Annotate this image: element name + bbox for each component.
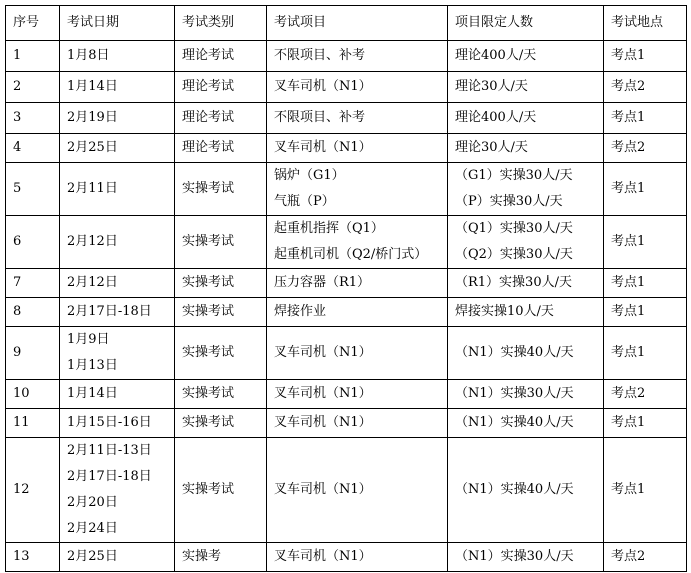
cell-item-line: 叉车司机（N1） <box>274 345 372 360</box>
table-row <box>6 216 687 269</box>
cell-item-line: 叉车司机（N1） <box>274 549 372 564</box>
cell-date-line: 1月14日 <box>67 386 118 401</box>
table-row <box>6 103 687 134</box>
cell-no: 2 <box>6 72 60 103</box>
cell-limit <box>448 438 604 543</box>
cell-category: 理论考试 <box>175 103 267 134</box>
cell-date <box>60 298 175 327</box>
header-no: 序号 <box>6 6 60 41</box>
cell-no: 7 <box>6 269 60 298</box>
cell-item-line: 压力容器（R1） <box>274 275 371 290</box>
cell-limit-line: 理论30人/天 <box>455 140 528 155</box>
cell-item-line: 不限项目、补考 <box>274 110 366 125</box>
header-row <box>6 6 687 41</box>
header-limit: 项目限定人数 <box>448 6 604 41</box>
cell-date-line: 2月17日-18日 <box>67 304 152 319</box>
cell-no: 11 <box>6 409 60 438</box>
cell-date <box>60 409 175 438</box>
cell-item <box>267 380 448 409</box>
cell-date-line: 2月25日 <box>67 549 118 564</box>
table-body <box>6 6 687 572</box>
cell-date <box>60 41 175 72</box>
cell-limit-line: （N1）实操30人/天 <box>455 386 574 401</box>
cell-date <box>60 438 175 543</box>
cell-date <box>60 269 175 298</box>
cell-date-line: 2月19日 <box>67 110 118 125</box>
header-category: 考试类别 <box>175 6 267 41</box>
cell-date-line: 1月13日 <box>67 358 118 373</box>
exam-schedule-table <box>5 5 687 572</box>
cell-site: 考点1 <box>604 269 687 298</box>
cell-no: 4 <box>6 134 60 163</box>
cell-category: 理论考试 <box>175 72 267 103</box>
cell-item-line: 焊接作业 <box>274 304 327 319</box>
cell-date <box>60 543 175 572</box>
cell-no: 13 <box>6 543 60 572</box>
table-row <box>6 134 687 163</box>
cell-item-line: 叉车司机（N1） <box>274 79 372 94</box>
cell-item-line: 起重机司机（Q2/桥门式） <box>274 247 428 262</box>
cell-date-line: 2月12日 <box>67 275 118 290</box>
cell-limit-line: （Q1）实操30人/天 <box>455 221 573 236</box>
cell-limit <box>448 41 604 72</box>
cell-date <box>60 103 175 134</box>
table-row <box>6 269 687 298</box>
cell-date-line: 2月25日 <box>67 140 118 155</box>
cell-no: 3 <box>6 103 60 134</box>
cell-date-line: 2月11日-13日 <box>67 443 152 458</box>
cell-limit-line: （Q2）实操30人/天 <box>455 247 573 262</box>
cell-site: 考点1 <box>604 327 687 380</box>
cell-limit-line: （N1）实操40人/天 <box>455 345 574 360</box>
header-date: 考试日期 <box>60 6 175 41</box>
table-row <box>6 409 687 438</box>
cell-item-line: 起重机指挥（Q1） <box>274 221 384 236</box>
cell-item <box>267 409 448 438</box>
cell-item-line: 叉车司机（N1） <box>274 482 372 497</box>
cell-limit <box>448 216 604 269</box>
cell-limit <box>448 134 604 163</box>
cell-limit-line: 焊接实操10人/天 <box>455 304 554 319</box>
table-row <box>6 163 687 216</box>
header-item: 考试项目 <box>267 6 448 41</box>
cell-site: 考点1 <box>604 216 687 269</box>
cell-date-line: 2月11日 <box>67 181 118 196</box>
cell-no: 6 <box>6 216 60 269</box>
cell-no: 10 <box>6 380 60 409</box>
table-row <box>6 380 687 409</box>
cell-date-line: 2月17日-18日 <box>67 469 152 484</box>
cell-limit-line: 理论30人/天 <box>455 79 528 94</box>
cell-item <box>267 298 448 327</box>
cell-category: 理论考试 <box>175 134 267 163</box>
table-row <box>6 438 687 543</box>
cell-limit-line: 理论400人/天 <box>455 48 537 63</box>
cell-site: 考点1 <box>604 41 687 72</box>
cell-date <box>60 72 175 103</box>
cell-category: 实操考试 <box>175 327 267 380</box>
cell-date-line: 2月24日 <box>67 521 118 536</box>
cell-item-line: 叉车司机（N1） <box>274 415 372 430</box>
table-row <box>6 72 687 103</box>
cell-site: 考点1 <box>604 103 687 134</box>
cell-limit-line: （P）实操30人/天 <box>455 194 563 209</box>
cell-limit-line: （N1）实操40人/天 <box>455 482 574 497</box>
cell-limit <box>448 103 604 134</box>
cell-no: 1 <box>6 41 60 72</box>
cell-date-line: 1月15日-16日 <box>67 415 152 430</box>
cell-limit-line: 理论400人/天 <box>455 110 537 125</box>
cell-category: 实操考试 <box>175 163 267 216</box>
cell-date <box>60 134 175 163</box>
cell-limit-line: （R1）实操30人/天 <box>455 275 572 290</box>
table-row <box>6 298 687 327</box>
cell-item-line: 气瓶（P） <box>274 194 335 209</box>
cell-item <box>267 216 448 269</box>
cell-site: 考点2 <box>604 543 687 572</box>
cell-item <box>267 438 448 543</box>
cell-limit-line: （N1）实操30人/天 <box>455 549 574 564</box>
cell-date-line: 1月14日 <box>67 79 118 94</box>
header-site: 考试地点 <box>604 6 687 41</box>
cell-site: 考点2 <box>604 72 687 103</box>
table-row <box>6 41 687 72</box>
cell-item-line: 锅炉（G1） <box>274 168 345 183</box>
cell-category: 实操考试 <box>175 216 267 269</box>
cell-date-line: 2月20日 <box>67 495 118 510</box>
cell-item-line: 叉车司机（N1） <box>274 386 372 401</box>
cell-item <box>267 327 448 380</box>
cell-item <box>267 269 448 298</box>
cell-site: 考点1 <box>604 438 687 543</box>
cell-site: 考点1 <box>604 298 687 327</box>
cell-date-line: 1月8日 <box>67 48 110 63</box>
cell-item <box>267 163 448 216</box>
cell-category: 实操考试 <box>175 380 267 409</box>
table-row <box>6 543 687 572</box>
cell-limit <box>448 409 604 438</box>
cell-category: 实操考 <box>175 543 267 572</box>
cell-date <box>60 216 175 269</box>
cell-category: 实操考试 <box>175 269 267 298</box>
cell-limit <box>448 163 604 216</box>
cell-limit <box>448 327 604 380</box>
cell-no: 5 <box>6 163 60 216</box>
cell-no: 9 <box>6 327 60 380</box>
cell-site: 考点2 <box>604 134 687 163</box>
cell-item-line: 叉车司机（N1） <box>274 140 372 155</box>
cell-limit <box>448 543 604 572</box>
cell-category: 实操考试 <box>175 298 267 327</box>
cell-limit-line: （G1）实操30人/天 <box>455 168 573 183</box>
cell-site: 考点1 <box>604 163 687 216</box>
cell-no: 8 <box>6 298 60 327</box>
cell-limit <box>448 269 604 298</box>
cell-item <box>267 103 448 134</box>
table-row <box>6 327 687 380</box>
cell-item <box>267 72 448 103</box>
cell-date <box>60 327 175 380</box>
cell-category: 实操考试 <box>175 438 267 543</box>
cell-date <box>60 163 175 216</box>
cell-item-line: 不限项目、补考 <box>274 48 366 63</box>
cell-category: 实操考试 <box>175 409 267 438</box>
cell-site: 考点1 <box>604 409 687 438</box>
cell-date-line: 2月12日 <box>67 234 118 249</box>
cell-limit-line: （N1）实操40人/天 <box>455 415 574 430</box>
cell-item <box>267 41 448 72</box>
cell-limit <box>448 298 604 327</box>
cell-no: 12 <box>6 438 60 543</box>
cell-date-line: 1月9日 <box>67 332 110 347</box>
cell-item <box>267 134 448 163</box>
cell-date <box>60 380 175 409</box>
cell-site: 考点2 <box>604 380 687 409</box>
cell-category: 理论考试 <box>175 41 267 72</box>
cell-limit <box>448 380 604 409</box>
cell-item <box>267 543 448 572</box>
cell-limit <box>448 72 604 103</box>
